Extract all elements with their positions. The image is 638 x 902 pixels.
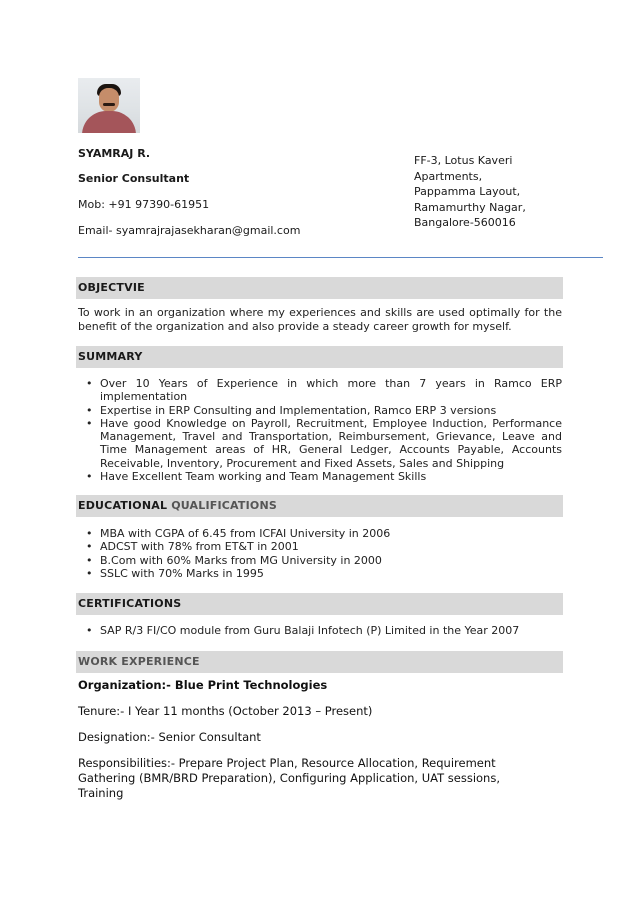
list-item: • SSLC with 70% Marks in 1995	[100, 567, 562, 580]
summary-heading: SUMMARY	[76, 346, 563, 368]
candidate-name: SYAMRAJ R.	[78, 147, 151, 160]
address-line: Bangalore-560016	[414, 216, 516, 229]
list-item: • Expertise in ERP Consulting and Implementation, Ramco ERP 3 versions	[100, 404, 562, 417]
work-experience-heading-text: WORK EXPERIENCE	[78, 655, 200, 668]
list-item: • SAP R/3 FI/CO module from Guru Balaji Infotech (P) Limited in the Year 2007	[100, 624, 562, 637]
email-address: Email- syamrajrajasekharan@gmail.com	[78, 224, 301, 237]
education-list	[78, 527, 562, 580]
organization: Organization:- Blue Print Technologies	[78, 678, 328, 692]
photo-face	[99, 88, 119, 112]
profile-photo	[78, 78, 140, 133]
address-line: Ramamurthy Nagar,	[414, 200, 526, 214]
postal-address	[414, 153, 526, 231]
address-line: Apartments,	[414, 169, 483, 183]
education-heading-rest: QUALIFICATIONS	[167, 499, 277, 512]
mobile-number: Mob: +91 97390-61951	[78, 198, 210, 211]
objective-text: To work in an organization where my experiences and skills are used optimally for the benefit of the organization and also provide a steady career growth for myself.	[78, 306, 562, 333]
list-item: • MBA with CGPA of 6.45 from ICFAI University in 2006	[100, 527, 562, 540]
photo-shirt	[82, 111, 136, 133]
education-heading-bold: EDUCATIONAL	[78, 499, 168, 512]
list-item: • Have good Knowledge on Payroll, Recruitment, Employee Induction, Performance Management, Travel and Transportation, Reimbursement, Grievance, Leave and Time Management areas of HR, General Ledger, Accounts Payable, Accounts Receivable, Inventory, Procurement and Fixed Assets, Sales and Shipping	[100, 417, 562, 470]
list-item: • B.Com with 60% Marks from MG University in 2000	[100, 554, 562, 567]
certifications-list	[78, 624, 562, 637]
list-item: • Over 10 Years of Experience in which more than 7 years in Ramco ERP implementation	[100, 377, 562, 404]
objective-heading: OBJECTVIE	[76, 277, 563, 299]
designation: Designation:- Senior Consultant	[78, 730, 261, 744]
certifications-heading: CERTIFICATIONS	[76, 593, 563, 615]
tenure: Tenure:- I Year 11 months (October 2013 – Present)	[78, 704, 373, 718]
list-item: • ADCST with 78% from ET&T in 2001	[100, 540, 562, 553]
address-line: Pappamma Layout,	[414, 185, 521, 198]
responsibilities: Responsibilities:- Prepare Project Plan, Resource Allocation, Requirement Gathering (BMR/BRD Preparation), Configuring Application, UAT sessions, Training	[78, 756, 500, 800]
list-item: • Have Excellent Team working and Team Management Skills	[100, 470, 562, 483]
work-experience-heading	[76, 651, 563, 673]
header-divider	[78, 257, 603, 258]
education-heading	[76, 495, 563, 517]
candidate-title: Senior Consultant	[78, 172, 190, 185]
summary-list	[78, 377, 562, 483]
address-line: FF-3, Lotus Kaveri	[414, 154, 513, 167]
photo-moustache	[103, 103, 115, 106]
